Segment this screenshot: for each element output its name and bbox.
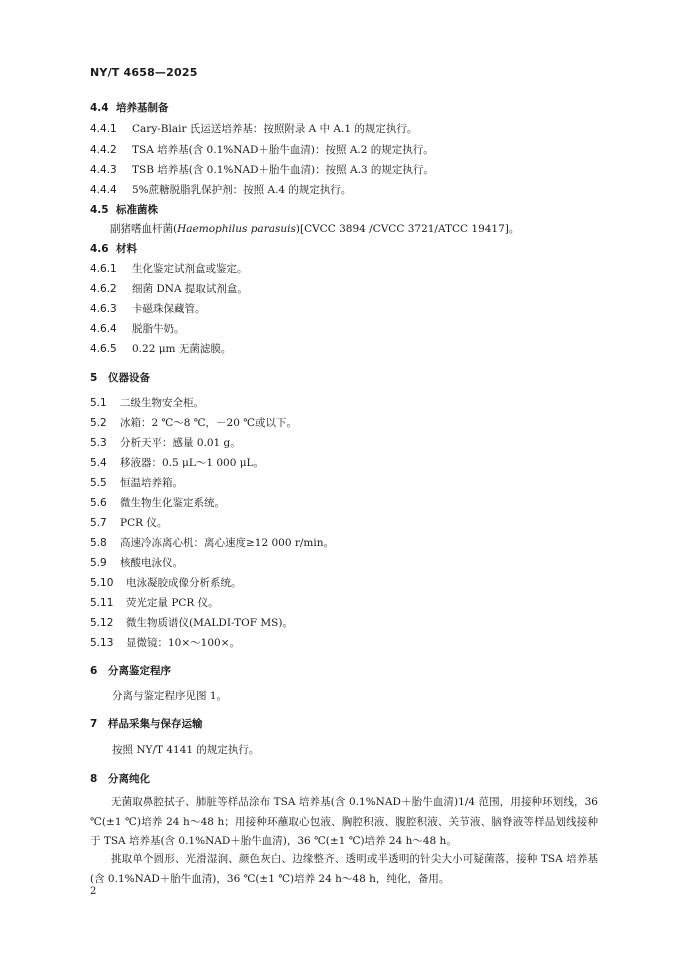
clause-text: 分析天平：感量 0.01 g。 [120,437,241,449]
clause-text: TSB 培养基(含 0.1%NAD＋胎牛血清)：按照 A.3 的规定执行。 [132,164,434,176]
clause-number: 5.6 [90,497,107,509]
clause-number: 4.6.4 [90,323,117,335]
section-8-paragraph-1: 无菌取鼻腔拭子、肺脏等样品涂布 TSA 培养基(含 0.1%NAD＋胎牛血清)1/4 范围，用接种环划线，36 ℃(±1 ℃)培养 24 h～48 h；用接种环蘸取心包液、胸腔积液、腹腔积液、关节液、脑脊液等样品划线接种于 TSA 培养基(含 0.1%NAD＋胎牛血清)，36 ℃(±1 ℃)培养 24 h～48 h。 [90,796,598,847]
section-title: 分离纯化 [108,773,150,785]
clause-number: 5.5 [90,477,107,489]
clause-text: 冰箱：2 ℃～8 ℃，－20 ℃或以下。 [120,417,297,429]
section-4-4-heading [90,101,169,115]
clause-5-10 [90,576,242,590]
section-6-heading [90,664,171,678]
strain-suffix: )[CVCC 3894 /CVCC 3721/ATCC 19417]。 [295,223,520,235]
section-4-5-heading [90,203,158,217]
clause-number: 4.6.5 [90,343,117,355]
section-4-6-heading [90,242,137,256]
clause-text: 荧光定量 PCR 仪。 [126,597,219,609]
clause-text: 微生物质谱仪(MALDI-TOF MS)。 [126,617,293,629]
clause-text: 恒温培养箱。 [120,477,183,489]
section-number: 4.4 [90,102,109,114]
clause-text: 电泳凝胶成像分析系统。 [126,577,242,589]
clause-number: 4.4.2 [90,144,117,156]
clause-5-13 [90,636,240,650]
section-6-body: 分离与鉴定程序见图 1。 [112,690,228,702]
section-7-heading [90,717,203,731]
clause-5-1 [90,396,204,410]
clause-text: PCR 仪。 [120,517,168,529]
clause-text: 0.22 μm 无菌滤膜。 [132,343,232,355]
clause-number: 5.10 [90,577,114,589]
clause-text: 移液器：0.5 μL～1 000 μL。 [120,457,265,469]
clause-number: 5.4 [90,457,107,469]
section-5-heading [90,371,150,385]
clause-number: 5.11 [90,597,114,609]
clause-number: 5.12 [90,617,114,629]
clause-text: 脱脂牛奶。 [132,323,185,335]
section-8-paragraph-2: 挑取单个圆形、光滑湿润、颜色灰白、边缘整齐、透明或半透明的针尖大小可疑菌落，接种 TSA 培养基(含 0.1%NAD＋胎牛血清)，36 ℃(±1 ℃)培养 24 h～48 h，纯化，备用。 [90,853,598,885]
clause-4-6-3 [90,302,206,316]
clause-number: 5.7 [90,517,107,529]
clause-text: 核酸电泳仪。 [120,557,183,569]
clause-number: 4.4.3 [90,164,117,176]
section-number: 4.6 [90,243,109,255]
clause-number: 5.8 [90,537,107,549]
clause-text: 生化鉴定试剂盒或鉴定。 [132,263,248,275]
clause-5-6 [90,496,225,510]
clause-number: 5.3 [90,437,107,449]
section-8-heading [90,772,150,786]
clause-number: 4.4.4 [90,184,117,196]
section-title: 分离鉴定程序 [108,665,171,677]
page-number: 2 [90,886,97,897]
section-7-body: 按照 NY/T 4141 的规定执行。 [112,744,260,756]
clause-5-7 [90,516,167,530]
species-name: Haemophilus parasuis [177,223,296,235]
clause-text: 显微镜：10×～100×。 [126,637,240,649]
clause-4-4-1 [90,122,417,136]
clause-number: 5.9 [90,557,107,569]
section-number: 7 [90,718,98,730]
clause-number: 5.13 [90,637,114,649]
clause-text: 高速冷冻离心机：离心速度≥12 000 r/min。 [120,537,335,549]
section-number: 6 [90,665,98,677]
clause-4-6-5 [90,342,231,356]
clause-text: 5%蔗糖脱脂乳保护剂：按照 A.4 的规定执行。 [132,184,352,196]
clause-5-11 [90,596,219,610]
clause-number: 4.6.2 [90,283,117,295]
clause-number: 4.6.3 [90,303,117,315]
clause-5-8 [90,536,334,550]
section-title: 培养基制备 [116,102,169,114]
standard-code-header: NY/T 4658—2025 [90,66,198,79]
clause-4-6-1 [90,262,248,276]
clause-5-9 [90,556,183,570]
clause-number: 4.6.1 [90,263,117,275]
clause-text: 细菌 DNA 提取试剂盒。 [132,283,248,295]
clause-5-2 [90,416,297,430]
clause-number: 5.1 [90,397,107,409]
clause-number: 5.2 [90,417,107,429]
section-number: 4.5 [90,204,109,216]
section-number: 5 [90,372,98,384]
clause-4-4-3 [90,163,434,177]
clause-5-3 [90,436,241,450]
clause-4-6-2 [90,282,248,296]
clause-text: TSA 培养基(含 0.1%NAD＋胎牛血清)：按照 A.2 的规定执行。 [132,144,434,156]
standard-strain-text [110,222,519,236]
clause-4-6-4 [90,322,185,336]
section-number: 8 [90,773,98,785]
clause-5-5 [90,476,183,490]
section-title: 材料 [116,243,137,255]
clause-5-4 [90,456,264,470]
clause-5-12 [90,616,293,630]
section-title: 标准菌株 [116,204,158,216]
strain-prefix: 副猪嗜血杆菌( [110,223,178,235]
section-title: 样品采集与保存运输 [108,718,203,730]
section-title: 仪器设备 [108,372,150,384]
clause-4-4-2 [90,143,434,157]
clause-text: 二级生物安全柜。 [120,397,204,409]
clause-text: 微生物生化鉴定系统。 [120,497,225,509]
clause-text: 卡磁珠保藏管。 [132,303,206,315]
clause-text: Cary-Blair 氏运送培养基：按照附录 A 中 A.1 的规定执行。 [132,123,418,135]
clause-number: 4.4.1 [90,123,117,135]
clause-4-4-4 [90,183,351,197]
